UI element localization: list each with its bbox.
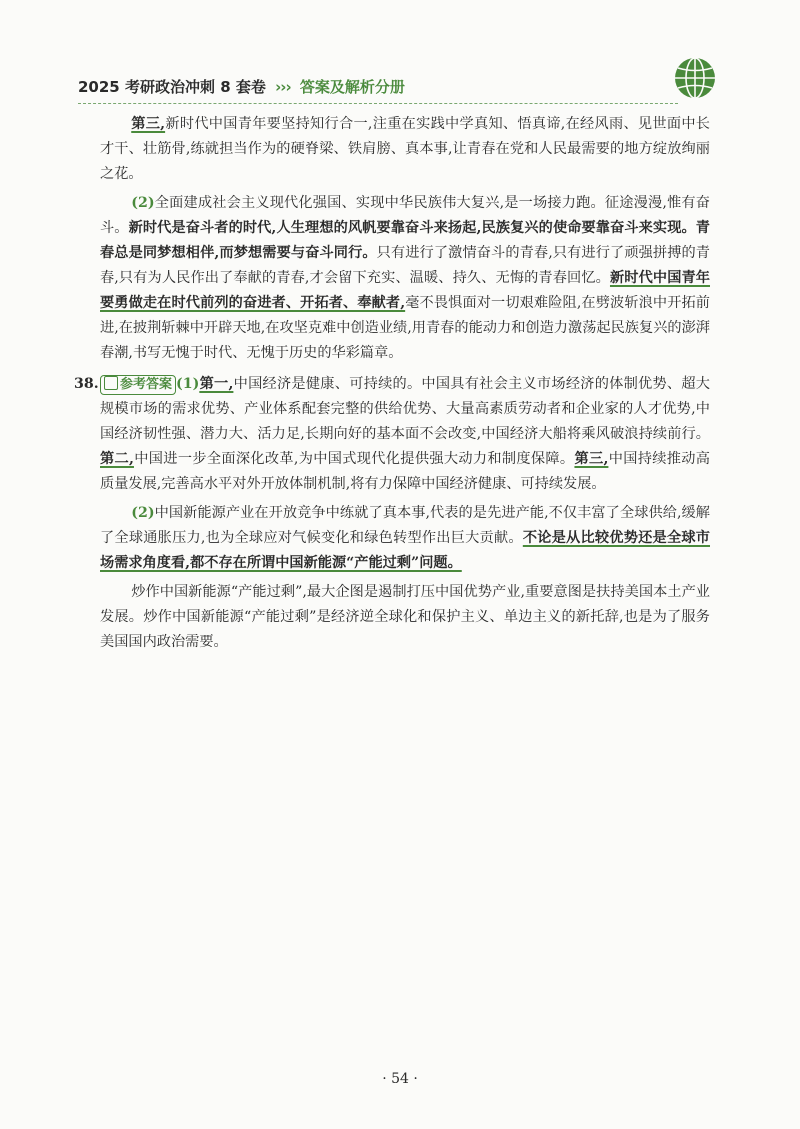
point-label: 第三, — [131, 116, 166, 132]
header-title — [78, 76, 405, 97]
running-header — [78, 70, 698, 100]
key-point-text: 新时代是奋斗者的时代,人生理想的风帆要靠奋斗来扬起,民族复兴的使命要靠奋斗来实现。青春总是同梦想相伴,而梦想需要与奋斗同行。 — [100, 220, 710, 261]
paragraph-text: 中国进一步全面深化改革,为中国式现代化提供强大动力和制度保障。 — [133, 451, 575, 467]
underlined-key-point: 不论是从比较优势还是全球市场需求角度看,都不存在所谓中国新能源“产能过剩”问题。 — [100, 530, 710, 571]
paragraph-part-2 — [100, 501, 710, 576]
pencil-icon — [104, 376, 118, 390]
sub-question-number: (2) — [131, 505, 155, 521]
paragraph-text: 炒作中国新能源“产能过剩”,最大企图是遏制打压中国优势产业,重要意图是扶持美国本土产业发展。炒作中国新能源“产能过剩”是经济逆全球化和保护主义、单边主义的新托辞,也是为了服务美国国内政治需要。 — [100, 584, 710, 650]
sub-question-number: (1) — [176, 376, 200, 392]
paragraph-text: 只有进行了激情奋斗的青春,只有进行了顽强拼搏的青春,只有为人民作出了奉献的青春,才会留下充实、温暖、持久、无悔的青春回忆。 — [100, 245, 710, 286]
tag-label: 参考答案 — [120, 377, 173, 392]
paragraph-text: 中国经济是健康、可持续的。中国具有社会主义市场经济的体制优势、超大规模市场的需求优势、产业体系配套完整的供给优势、大量高素质劳动者和企业家的人才优势,中国经济韧性强、潜力大、活力足,长期向好的基本面不会改变,中国经济大船将乘风破浪持续前行。 — [100, 376, 710, 442]
header-divider — [78, 103, 678, 104]
answer-content — [74, 112, 710, 655]
question-number: 38. — [74, 376, 99, 392]
paragraph-third-point — [100, 112, 710, 187]
reference-answer-tag — [100, 375, 176, 395]
point-label: 第一, — [199, 376, 234, 392]
paragraph-text: 全面建成社会主义现代化强国、实现中华民族伟大复兴,是一场接力跑。征途漫漫,惟有奋斗。 — [100, 195, 710, 236]
paragraph-text: 中国持续推动高质量发展,完善高水平对外开放体制机制,将有力保障中国经济健康、可持续发展。 — [100, 451, 710, 492]
book-title: 2025 考研政治冲刺 8 套卷 — [78, 78, 266, 96]
point-label: 第二, — [100, 451, 134, 467]
chevrons-icon: ››› — [275, 78, 291, 96]
question-38-block — [74, 372, 710, 655]
paragraph-text: 毫不畏惧面对一切艰难险阻,在劈波斩浪中开拓前进,在披荆斩棘中开辟天地,在攻坚克难中创造业绩,用青春的能动力和创造力激荡起民族复兴的澎湃春潮,书写无愧于时代、无愧于历史的华彩篇章。 — [100, 295, 710, 361]
sub-question-number: (2) — [131, 195, 155, 211]
page-number: · 54 · — [382, 1071, 418, 1087]
point-label: 第三, — [574, 451, 609, 467]
paragraph-text: 中国新能源产业在开放竞争中练就了真本事,代表的是先进产能,不仅丰富了全球供给,缓解了全球通胀压力,也为全球应对气候变化和绿色转型作出巨大贡献。 — [100, 505, 710, 546]
globe-icon — [672, 55, 718, 101]
paragraph-text: 新时代中国青年要坚持知行合一,注重在实践中学真知、悟真谛,在经风雨、见世面中长才干、壮筋骨,练就担当作为的硬脊梁、铁肩膀、真本事,让青春在党和人民最需要的地方绽放绚丽之花。 — [100, 116, 710, 182]
paragraph-conclusion — [100, 580, 710, 655]
paragraph-part-1 — [100, 372, 710, 497]
section-title: 答案及解析分册 — [299, 78, 405, 96]
paragraph-part-2 — [100, 191, 710, 366]
underlined-key-point: 新时代中国青年要勇做走在时代前列的奋进者、开拓者、奉献者, — [100, 270, 710, 311]
